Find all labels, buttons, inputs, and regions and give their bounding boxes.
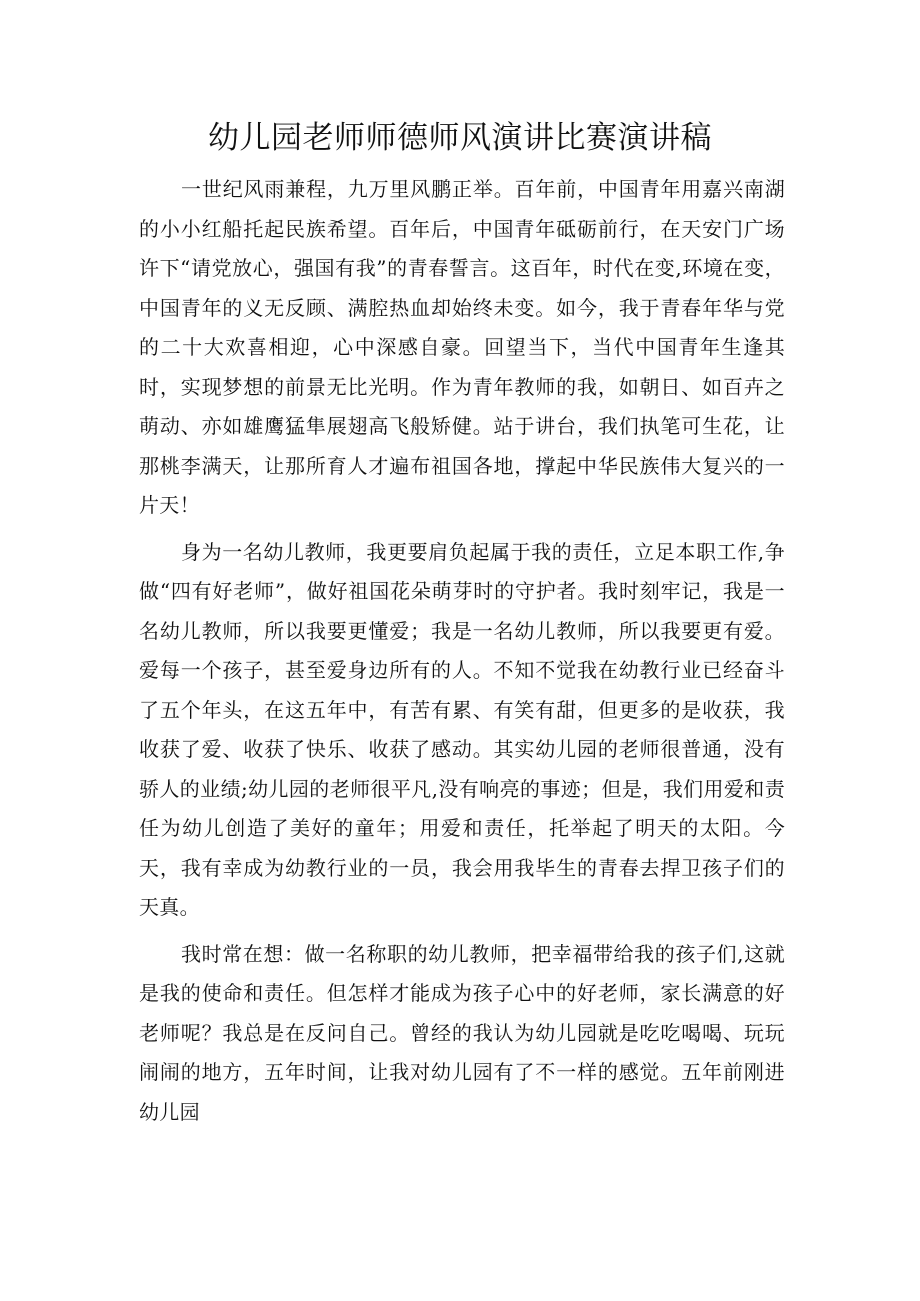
document-title: 幼儿园老师师德师风演讲比赛演讲稿 bbox=[208, 120, 712, 156]
paragraph-1: 一世纪风雨兼程，九万里风鹏正举。百年前，中国青年用嘉兴南湖的小小红船托起民族希望。百年后，中国青年砥砺前行，在天安门广场许下“请党放心，强国有我”的青春誓言。这百年，时代在变,环境在变，中国青年的义无反顾、满腔热血却始终未变。如今，我于青春年华与党的二十大欢喜相迎，心中深感自豪。回望当下，当代中国青年生逢其时，实现梦想的前景无比光明。作为青年教师的我，如朝日、如百卉之萌动、亦如雄鹰猛隼展翅高飞般矫健。站于讲台，我们执笔可生花，让那桃李满天，让那所育人才遍布祖国各地，撑起中华民族伟大复兴的一片天！ bbox=[139, 177, 785, 517]
paragraph-3: 我时常在想：做一名称职的幼儿教师，把幸福带给我的孩子们,这就是我的使命和责任。但怎样才能成为孩子心中的好老师，家长满意的好老师呢？我总是在反问自己。曾经的我认为幼儿园就是吃吃喝喝、玩玩闹闹的地方，五年时间，让我对幼儿园有了不一样的感觉。五年前刚进幼儿园 bbox=[139, 941, 785, 1124]
paragraph-2: 身为一名幼儿教师，我更要肩负起属于我的责任，立足本职工作,争做“四有好老师”，做好祖国花朵萌芽时的守护者。我时刻牢记，我是一名幼儿教师，所以我要更懂爱；我是一名幼儿教师，所以我要更有爱。爱每一个孩子，甚至爱身边所有的人。不知不觉我在幼教行业已经奋斗了五个年头，在这五年中，有苦有累、有笑有甜，但更多的是收获，我收获了爱、收获了快乐、收获了感动。其实幼儿园的老师很普通，没有骄人的业绩;幼儿园的老师很平凡,没有响亮的事迹；但是，我们用爱和责任为幼儿创造了美好的童年；用爱和责任，托举起了明天的太阳。今天，我有幸成为幼教行业的一员，我会用我毕生的青春去捍卫孩子们的天真。 bbox=[139, 539, 785, 919]
document-body bbox=[139, 170, 785, 1139]
